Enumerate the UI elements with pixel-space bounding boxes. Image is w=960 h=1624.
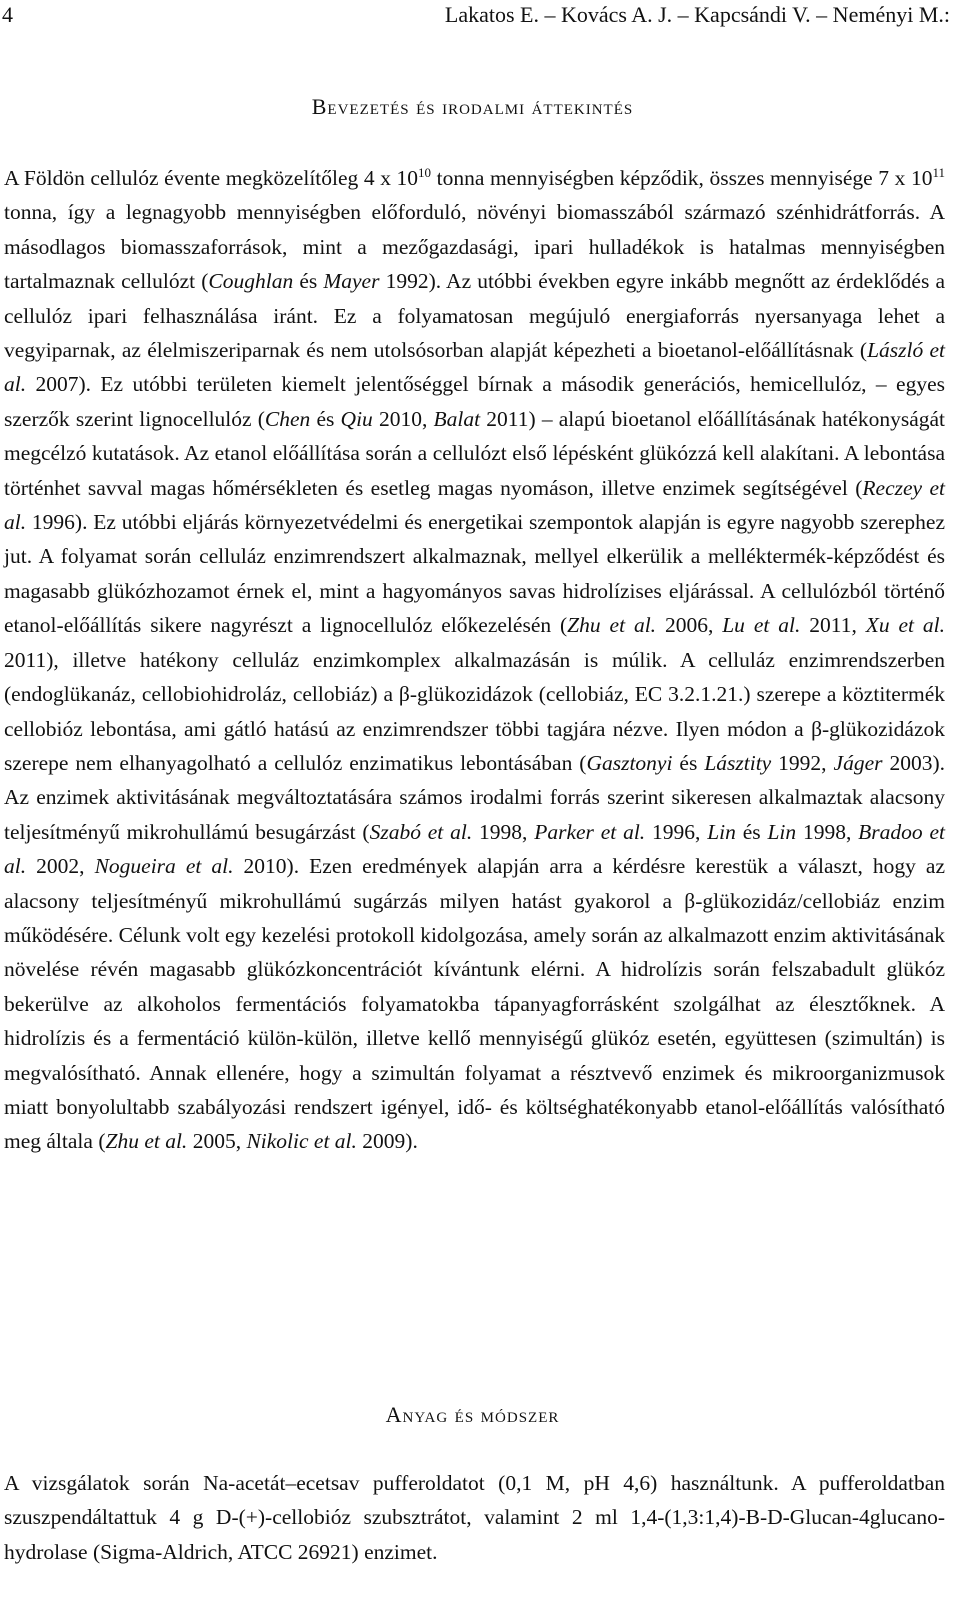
citation-author: Zhu et al. bbox=[105, 1129, 188, 1154]
citation-author: Szabó et al. bbox=[369, 819, 473, 844]
section-heading-methods: Anyag és módszer bbox=[385, 1402, 560, 1427]
section-heading-introduction: Bevezetés és irodalmi áttekintés bbox=[311, 94, 634, 119]
citation-author: Lásztity bbox=[704, 750, 772, 775]
text-run: 2003). Az enzimek aktivitásának megváltoztatására számos irodalmi forrás szerint sikeresen alkalmaztak alacsony teljesítményű mikrohullámú besugárzást ( bbox=[4, 750, 945, 844]
text-run: tonna, így a legnagyobb mennyiségben előforduló, növényi biomasszából származó szénhidrátforrás. A másodlagos biomasszaforrások, mint a mezőgazdasági, ipari hulladékok is hatalmas mennyiségben tartalmaznak cellulózt ( bbox=[4, 200, 945, 294]
text-run: 2010). Ezen eredmények alapján arra a kérdésre kerestük a választ, hogy az alacsony teljesítményű mikrohullámú sugárzás milyen hatást gyakorol a β-glükozidáz/cellobiáz enzim működésére. Célunk volt egy kezelési protokoll kidolgozása, amely során az alkalmazott enzim aktivitásának növelése révén magasabb glükózkoncentrációt kívántunk elérni. A hidrolízis során felszabadult glükóz bekerülve az alkoholos fermentációs folyamatokba tápanyagforrásként szolgálhat az élesztőknek. A hidrolízis és a fermentáció külön-külön, illetve kellő mennyiségű glükóz esetén, együttesen (szimultán) is megvalósítható. Annak ellenére, hogy a szimultán folyamat a résztvevő enzimek és mikroorganizmusok miatt bonyolultabb szabályozási rendszert igényel, idő- és költséghatékonyabb etanol-előállítás valósítható meg általa ( bbox=[4, 854, 945, 1154]
citation-author: Qiu bbox=[340, 406, 373, 431]
citation-author: Gasztonyi bbox=[586, 750, 673, 775]
methods-paragraph: A vizsgálatok során Na-acetát–ecetsav pufferoldatot (0,1 M, pH 4,6) használtunk. A pufferoldatban szuszpendáltattuk 4 g D-(+)-cellobióz szubsztrátot, valamint 2 ml 1,4-(1,3:1,4)-B-D-Glucan-4glucano-hydrolase (Sigma-Aldrich, ATCC 26921) enzimet. bbox=[4, 1471, 945, 1564]
text-run: 1992, bbox=[771, 750, 834, 775]
exponent: 10 bbox=[418, 165, 432, 180]
text-run: A Földön cellulóz évente megközelítőleg 4 x 10 bbox=[4, 166, 419, 190]
running-head-authors: Lakatos E. – Kovács A. J. – Kapcsándi V. – Neményi M.: bbox=[444, 2, 950, 27]
text-run: és bbox=[672, 750, 705, 775]
citation-author: Chen bbox=[264, 406, 311, 431]
text-run: és bbox=[293, 269, 324, 294]
methods-body bbox=[4, 1466, 945, 1569]
citation-author: Parker et al. bbox=[534, 819, 646, 844]
citation-author: Xu et al. bbox=[865, 613, 946, 638]
citation-author: Lu et al. bbox=[722, 613, 801, 638]
text-run: 1996). Ez utóbbi eljárás környezetvédelmi és energetikai szempontok alapján is egyre nagyobb szerephez jut. A folyamat során celluláz enzimrendszert alkalmaznak, mellyel elkerülik a melléktermék-képződést és magasabb glükózhozamot érnek el, mint a hagyományos savas hidrolízises eljárással. A cellulózból történő etanol-előállítás sikere nagyrészt a lignocellulóz előkezelésén ( bbox=[4, 510, 945, 638]
citation-author: Lin bbox=[707, 819, 736, 844]
citation-author: Mayer bbox=[323, 269, 380, 294]
text-run: tonna mennyiségben képződik, összes mennyisége 7 x 10 bbox=[431, 166, 933, 190]
citation-author: László et al. bbox=[4, 338, 945, 397]
text-run: 2009). bbox=[356, 1129, 418, 1154]
text-run: és bbox=[735, 819, 768, 844]
text-run: 2010, bbox=[372, 406, 434, 431]
citation-author: Jáger bbox=[833, 750, 883, 775]
text-run: 1998, bbox=[796, 819, 859, 844]
exponent: 11 bbox=[932, 165, 945, 180]
text-run: 2011) – alapú bioetanol előállításának hatékonyságát megcélzó kutatások. Az etanol előállítása során a cellulózt első lépésként glükózzá kell alakítani. A lebontása történhet savval magas hőmérsékleten és esetleg magas nyomáson, illetve enzimek segítségével ( bbox=[4, 406, 945, 500]
citation-author: Zhu et al. bbox=[567, 613, 657, 638]
page-number: 4 bbox=[2, 2, 13, 27]
citation-author: Bradoo et al. bbox=[4, 819, 945, 879]
introduction-body bbox=[4, 161, 945, 1159]
text-run: 2011), illetve hatékony celluláz enzimkomplex alkalmazásán is múlik. A celluláz enzimrendszerben (endoglükanáz, cellobiohidroláz, cellobiáz) a β-glükozidázok (cellobiáz, EC 3.2.1.21.) szerepe a köztitermék cellobióz lebontása, ami gátló hatású az enzimrendszer többi tagjára nézve. Ilyen módon a β-glükozidázok szerepe nem elhanyagolható a cellulóz enzimatikus lebontásában ( bbox=[4, 647, 945, 775]
text-run: 2007). Ez utóbbi területen kiemelt jelentőséggel bírnak a második generációs, hemicellulóz, – egyes szerzők szerint lignocellulóz ( bbox=[4, 372, 945, 431]
citation-author: Coughlan bbox=[208, 269, 294, 294]
text-run: 2011, bbox=[800, 613, 866, 638]
text-run: és bbox=[310, 406, 341, 431]
introduction-paragraph bbox=[4, 161, 945, 1159]
citation-author: Nikolic et al. bbox=[246, 1129, 357, 1154]
page-header bbox=[0, 2, 950, 30]
text-run: 2002, bbox=[26, 854, 95, 879]
text-run: 1998, bbox=[472, 819, 535, 844]
text-run: 2005, bbox=[187, 1129, 247, 1154]
text-run: 1992). Az utóbbi években egyre inkább megnőtt az érdeklődés a cellulóz ipari felhasználása iránt. Ez a folyamatosan megújuló energiaforrás nyersanyaga lehet a vegyiparnak, az élelmiszeriparnak és nem utolsósorban alapját képezheti a bioetanol-előállításnak ( bbox=[4, 269, 945, 363]
citation-author: Reczey et al. bbox=[4, 475, 946, 535]
citation-author: Lin bbox=[767, 819, 797, 844]
text-run: 1996, bbox=[645, 819, 708, 844]
text-run: 2006, bbox=[656, 613, 723, 638]
citation-author: Nogueira et al. bbox=[94, 854, 234, 879]
citation-author: Balat bbox=[433, 406, 481, 431]
